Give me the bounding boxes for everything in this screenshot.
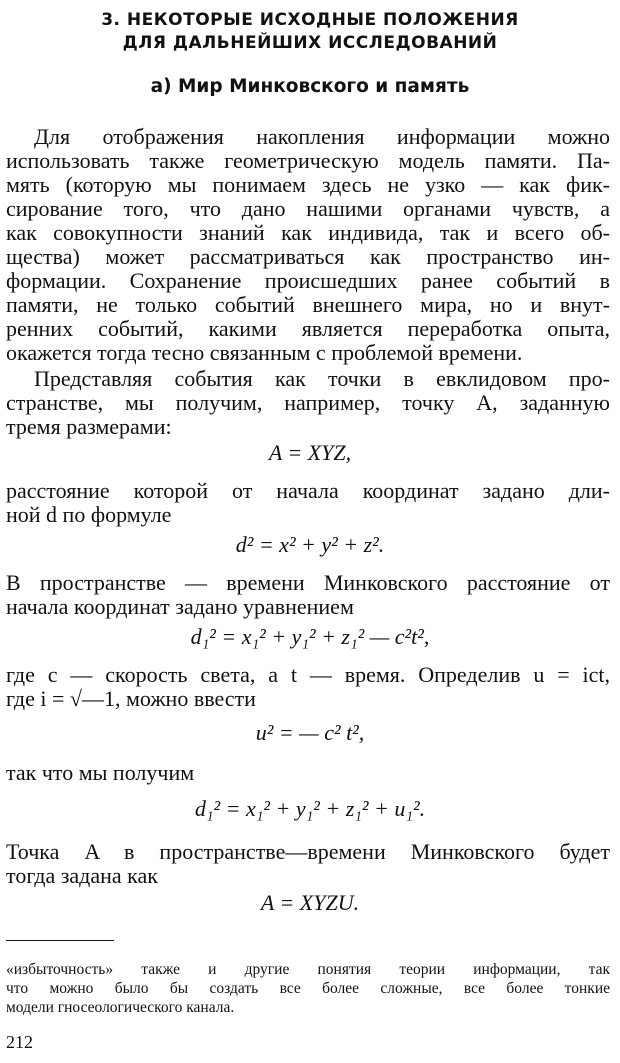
paragraph-line: ной d по формуле [6, 502, 172, 527]
formula-minkowski-u: d₁² = x₁² + y₁² + z₁² + u₁². [194, 796, 426, 821]
paragraph-line: где c — скорость света, а t — время. Определив u = ict, [6, 662, 610, 687]
footnote-separator [6, 940, 114, 941]
paragraph-line: так что мы получим [6, 760, 195, 785]
paragraph-line: Представляя события как точки в евклидовом про- [34, 366, 610, 391]
formula-a-xyzu: A = XYZU. [260, 890, 360, 915]
paragraph-line: где i = √—1, можно ввести [6, 686, 256, 711]
paragraph-line: мять (которую мы понимаем здесь не узко — как фик- [6, 172, 610, 197]
formula-a-xyz: A = XYZ, [268, 440, 352, 465]
page-number: 212 [6, 1032, 33, 1052]
formula-minkowski-distance: d₁² = x₁² + y₁² + z₁² — c²t², [190, 624, 430, 649]
paragraph-line: щества) может рассматриваться как пространство ин- [6, 244, 610, 269]
paragraph-line: сирование того, что дано нашими органами чувств, а [6, 196, 610, 221]
paragraph-line: формации. Сохранение происшедших ранее событий в [6, 268, 610, 293]
paragraph-line: расстояние которой от начала координат задано дли- [6, 478, 610, 503]
footnote-line: «избыточность» также и другие понятия теории информации, так [6, 961, 610, 978]
paragraph-line: как совокупности знаний как индивида, так и всего об- [6, 220, 610, 245]
paragraph-line: тремя размерами: [6, 414, 172, 439]
paragraph-line: ренних событий, какими является переработка опыта, [6, 316, 610, 341]
formula-u-squared: u² = — c² t², [255, 720, 365, 745]
section-heading-line-2: ДЛЯ ДАЛЬНЕЙШИХ ИССЛЕДОВАНИЙ [122, 33, 498, 53]
paragraph-line: памяти, не только событий внешнего мира, но и внут- [6, 292, 610, 317]
paragraph-line: начала координат задано уравнением [6, 594, 354, 619]
subsection-heading: а) Мир Минковского и память [150, 76, 470, 97]
paragraph-line: Точка A в пространстве—времени Минковского будет [6, 839, 610, 864]
paragraph-line: использовать также геометрическую модель памяти. Па- [6, 148, 610, 173]
paragraph-line: Для отображения накопления информации можно [34, 124, 610, 149]
paragraph-line: странстве, мы получим, например, точку A, заданную [6, 390, 610, 415]
paragraph-line: В пространстве — времени Минковского расстояние от [6, 570, 610, 595]
section-heading-line-1: 3. НЕКОТОРЫЕ ИСХОДНЫЕ ПОЛОЖЕНИЯ [101, 10, 519, 30]
paragraph-line: тогда задана как [6, 863, 158, 888]
formula-distance: d² = x² + y² + z². [235, 532, 385, 557]
footnote-line: что можно было бы создать все более сложные, все более тонкие [6, 980, 610, 997]
footnote-line: модели гносеологического канала. [6, 999, 235, 1016]
paragraph-line: окажется тогда тесно связанным с проблемой времени. [6, 340, 523, 365]
